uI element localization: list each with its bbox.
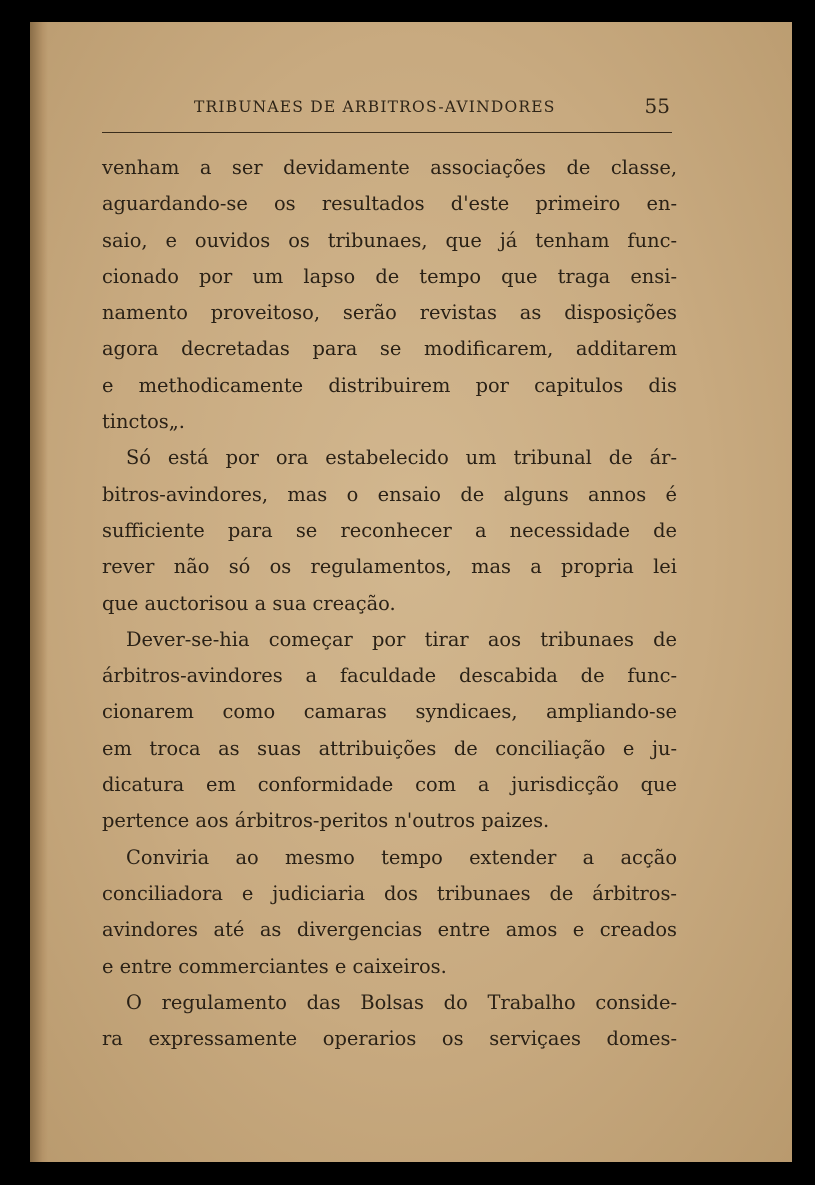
text-line: venham a ser devidamente associações de classe,	[102, 156, 677, 179]
body-text	[102, 150, 677, 1057]
page-gutter	[30, 22, 48, 1162]
text-line: Só está por ora estabelecido um tribunal de ár-	[126, 446, 677, 470]
text-line: tinctos„.	[102, 410, 185, 434]
text-line: saio, e ouvidos os tribunaes, que já tenham func-	[102, 228, 677, 252]
text-line: e methodicamente distribuirem por capitulos dis	[102, 373, 677, 397]
page-number: 55	[644, 94, 670, 118]
text-line: conciliadora e judiciaria dos tribunaes de árbitros-	[102, 881, 677, 905]
text-line: dicatura em conformidade com a jurisdicção que	[102, 773, 677, 797]
header-rule	[102, 132, 672, 133]
text-line: cionarem como camaras syndicaes, ampliando-se	[102, 700, 677, 724]
text-line: O regulamento das Bolsas do Trabalho conside-	[126, 990, 677, 1014]
text-line: sufficiente para se reconhecer a necessidade de	[102, 518, 677, 542]
text-line: agora decretadas para se modificarem, additarem	[102, 337, 677, 361]
text-line: cionado por um lapso de tempo que traga ensi-	[102, 264, 677, 288]
text-line: rever não só os regulamentos, mas a propria lei	[102, 555, 677, 579]
text-line: ra expressamente operarios os serviçaes domes-	[102, 1027, 677, 1051]
text-line: namento proveitoso, serão revistas as disposições	[102, 301, 677, 325]
text-line: bitros-avindores, mas o ensaio de alguns annos é	[102, 482, 677, 506]
text-line: aguardando-se os resultados d'este primeiro en-	[102, 192, 677, 216]
text-line: Dever-se-hia começar por tirar aos tribunaes de	[126, 627, 677, 651]
text-line: Conviria ao mesmo tempo extender a acção	[126, 845, 677, 869]
text-line: que auctorisou a sua creação.	[102, 591, 396, 615]
text-line: árbitros-avindores a faculdade descabida de func-	[102, 664, 677, 688]
running-title: TRIBUNAES DE ARBITROS-AVINDORES	[194, 98, 556, 116]
text-line: avindores até as divergencias entre amos e creados	[102, 918, 677, 942]
text-line: pertence aos árbitros-peritos n'outros paizes.	[102, 809, 550, 833]
book-page	[30, 22, 792, 1162]
text-line: e entre commerciantes e caixeiros.	[102, 954, 447, 978]
page-header	[102, 92, 672, 138]
text-line: em troca as suas attribuições de conciliação e ju-	[102, 736, 677, 760]
